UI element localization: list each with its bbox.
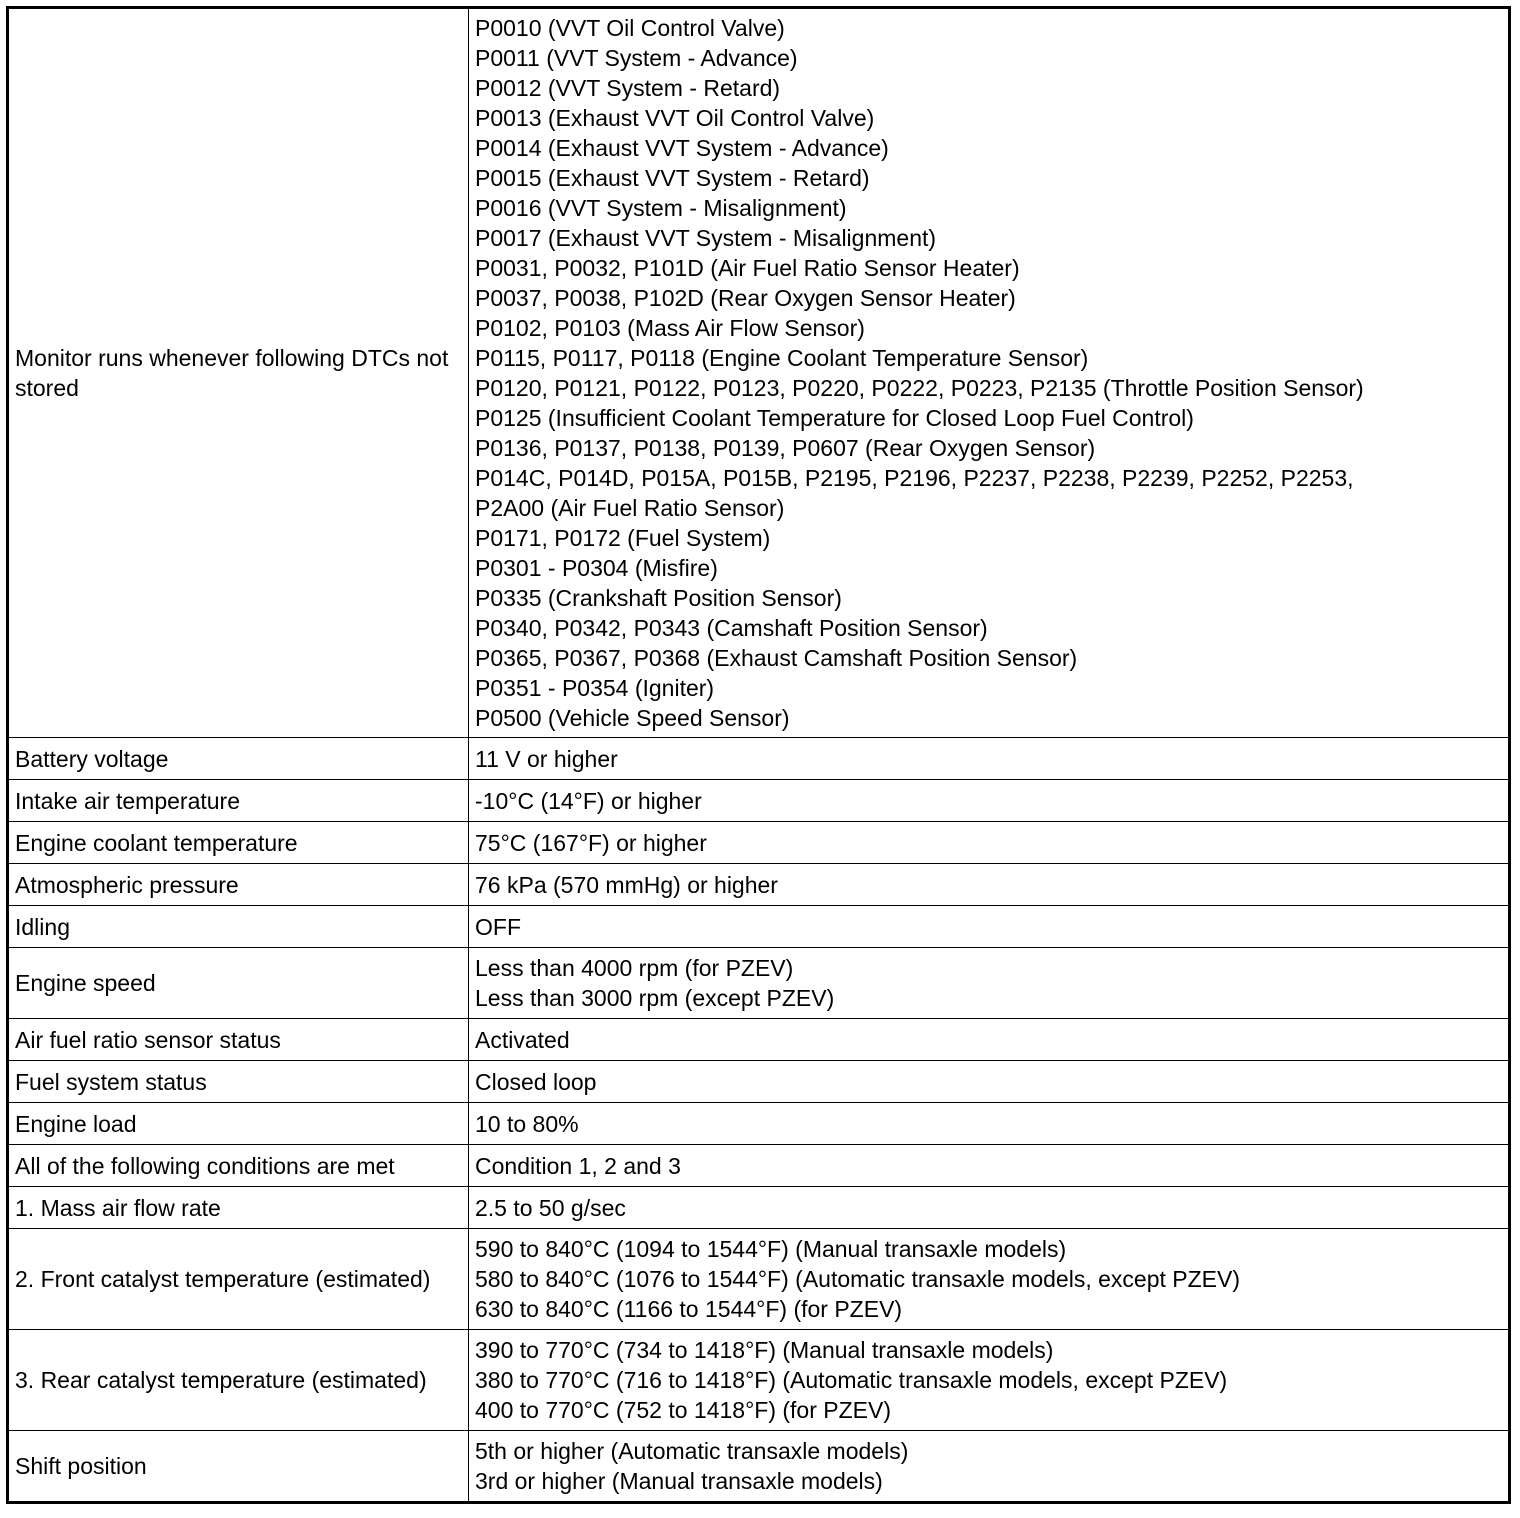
row-battery-voltage (8, 738, 1510, 780)
condition-label: Engine load (8, 1103, 469, 1145)
value-line: -10°C (14°F) or higher (475, 787, 702, 814)
value-line: 400 to 770°C (752 to 1418°F) (for PZEV) (475, 1397, 891, 1423)
dtc-line: P0031, P0032, P101D (Air Fuel Ratio Sensor Heater) (475, 255, 1020, 281)
condition-value (469, 1145, 1510, 1187)
condition-label: Engine speed (8, 948, 469, 1019)
condition-label: Engine coolant temperature (8, 822, 469, 864)
value-line: 2.5 to 50 g/sec (475, 1194, 626, 1221)
dtc-line: P0016 (VVT System - Misalignment) (475, 195, 847, 221)
row-rear-catalyst-temperature (8, 1330, 1510, 1431)
value-line: 11 V or higher (475, 745, 618, 772)
row-mass-air-flow-rate (8, 1187, 1510, 1229)
dtc-line: P0335 (Crankshaft Position Sensor) (475, 585, 842, 611)
dtc-line: P0365, P0367, P0368 (Exhaust Camshaft Position Sensor) (475, 645, 1078, 671)
value-line: OFF (475, 913, 521, 940)
dtc-line: P0010 (VVT Oil Control Valve) (475, 15, 785, 41)
value-line: 75°C (167°F) or higher (475, 829, 707, 856)
condition-value (469, 1330, 1510, 1431)
condition-label: Idling (8, 906, 469, 948)
dtc-line: P0340, P0342, P0343 (Camshaft Position Sensor) (475, 615, 988, 641)
value-line: 390 to 770°C (734 to 1418°F) (Manual transaxle models) (475, 1337, 1054, 1363)
dtc-line: P0301 - P0304 (Misfire) (475, 555, 718, 581)
condition-value (469, 948, 1510, 1019)
value-line: 630 to 840°C (1166 to 1544°F) (for PZEV) (475, 1296, 903, 1322)
condition-value (469, 1103, 1510, 1145)
row-dtc-not-stored (8, 8, 1510, 738)
condition-value (469, 8, 1510, 738)
value-line: Less than 4000 rpm (for PZEV) (475, 955, 794, 981)
condition-label: 2. Front catalyst temperature (estimated) (8, 1229, 469, 1330)
row-fuel-system-status (8, 1061, 1510, 1103)
condition-label: Intake air temperature (8, 780, 469, 822)
value-line: 10 to 80% (475, 1110, 579, 1137)
condition-label: Battery voltage (8, 738, 469, 780)
condition-value (469, 738, 1510, 780)
condition-value (469, 1019, 1510, 1061)
dtc-line: P0351 - P0354 (Igniter) (475, 675, 715, 701)
dtc-line: P0102, P0103 (Mass Air Flow Sensor) (475, 315, 865, 341)
dtc-line: P0013 (Exhaust VVT Oil Control Valve) (475, 105, 875, 131)
condition-label: Monitor runs whenever following DTCs not stored (8, 8, 469, 738)
dtc-line: P0015 (Exhaust VVT System - Retard) (475, 165, 870, 191)
condition-label: 3. Rear catalyst temperature (estimated) (8, 1330, 469, 1431)
condition-label: Atmospheric pressure (8, 864, 469, 906)
row-idling (8, 906, 1510, 948)
row-engine-speed (8, 948, 1510, 1019)
dtc-line: P0171, P0172 (Fuel System) (475, 525, 771, 551)
condition-value (469, 1187, 1510, 1229)
dtc-line: P0011 (VVT System - Advance) (475, 45, 798, 71)
value-line: 580 to 840°C (1076 to 1544°F) (Automatic transaxle models, except PZEV) (475, 1266, 1240, 1292)
condition-label: Air fuel ratio sensor status (8, 1019, 469, 1061)
row-atmospheric-pressure (8, 864, 1510, 906)
row-intake-air-temperature (8, 780, 1510, 822)
value-line: 76 kPa (570 mmHg) or higher (475, 871, 778, 898)
dtc-line: P0012 (VVT System - Retard) (475, 75, 781, 101)
row-shift-position (8, 1431, 1510, 1503)
dtc-line: P0500 (Vehicle Speed Sensor) (475, 705, 790, 731)
dtc-line: P0125 (Insufficient Coolant Temperature for Closed Loop Fuel Control) (475, 405, 1194, 431)
dtc-line: P0136, P0137, P0138, P0139, P0607 (Rear Oxygen Sensor) (475, 435, 1096, 461)
condition-label: Fuel system status (8, 1061, 469, 1103)
row-air-fuel-ratio-sensor-status (8, 1019, 1510, 1061)
row-all-conditions-met (8, 1145, 1510, 1187)
value-line: Condition 1, 2 and 3 (475, 1152, 681, 1179)
row-front-catalyst-temperature (8, 1229, 1510, 1330)
dtc-line: P0037, P0038, P102D (Rear Oxygen Sensor Heater) (475, 285, 1016, 311)
value-line: 3rd or higher (Manual transaxle models) (475, 1468, 883, 1494)
dtc-line: P0120, P0121, P0122, P0123, P0220, P0222, P0223, P2135 (Throttle Position Sensor) (475, 375, 1364, 401)
value-line: Activated (475, 1026, 570, 1053)
condition-value (469, 822, 1510, 864)
value-line: 380 to 770°C (716 to 1418°F) (Automatic transaxle models, except PZEV) (475, 1367, 1228, 1393)
dtc-line: P2A00 (Air Fuel Ratio Sensor) (475, 495, 785, 521)
dtc-line: P014C, P014D, P015A, P015B, P2195, P2196, P2237, P2238, P2239, P2252, P2253, (475, 465, 1354, 491)
condition-value (469, 1229, 1510, 1330)
monitor-conditions-table (6, 6, 1511, 1504)
row-engine-coolant-temperature (8, 822, 1510, 864)
condition-value (469, 864, 1510, 906)
dtc-line: P0014 (Exhaust VVT System - Advance) (475, 135, 889, 161)
condition-label: Shift position (8, 1431, 469, 1503)
condition-value (469, 906, 1510, 948)
condition-value (469, 780, 1510, 822)
value-line: Less than 3000 rpm (except PZEV) (475, 985, 835, 1011)
dtc-line: P0017 (Exhaust VVT System - Misalignment) (475, 225, 937, 251)
value-line: 5th or higher (Automatic transaxle models) (475, 1438, 909, 1464)
value-line: 590 to 840°C (1094 to 1544°F) (Manual transaxle models) (475, 1236, 1067, 1262)
value-line: Closed loop (475, 1068, 597, 1095)
dtc-line: P0115, P0117, P0118 (Engine Coolant Temperature Sensor) (475, 345, 1089, 371)
condition-label: All of the following conditions are met (8, 1145, 469, 1187)
row-engine-load (8, 1103, 1510, 1145)
condition-label: 1. Mass air flow rate (8, 1187, 469, 1229)
condition-value (469, 1431, 1510, 1503)
condition-value (469, 1061, 1510, 1103)
